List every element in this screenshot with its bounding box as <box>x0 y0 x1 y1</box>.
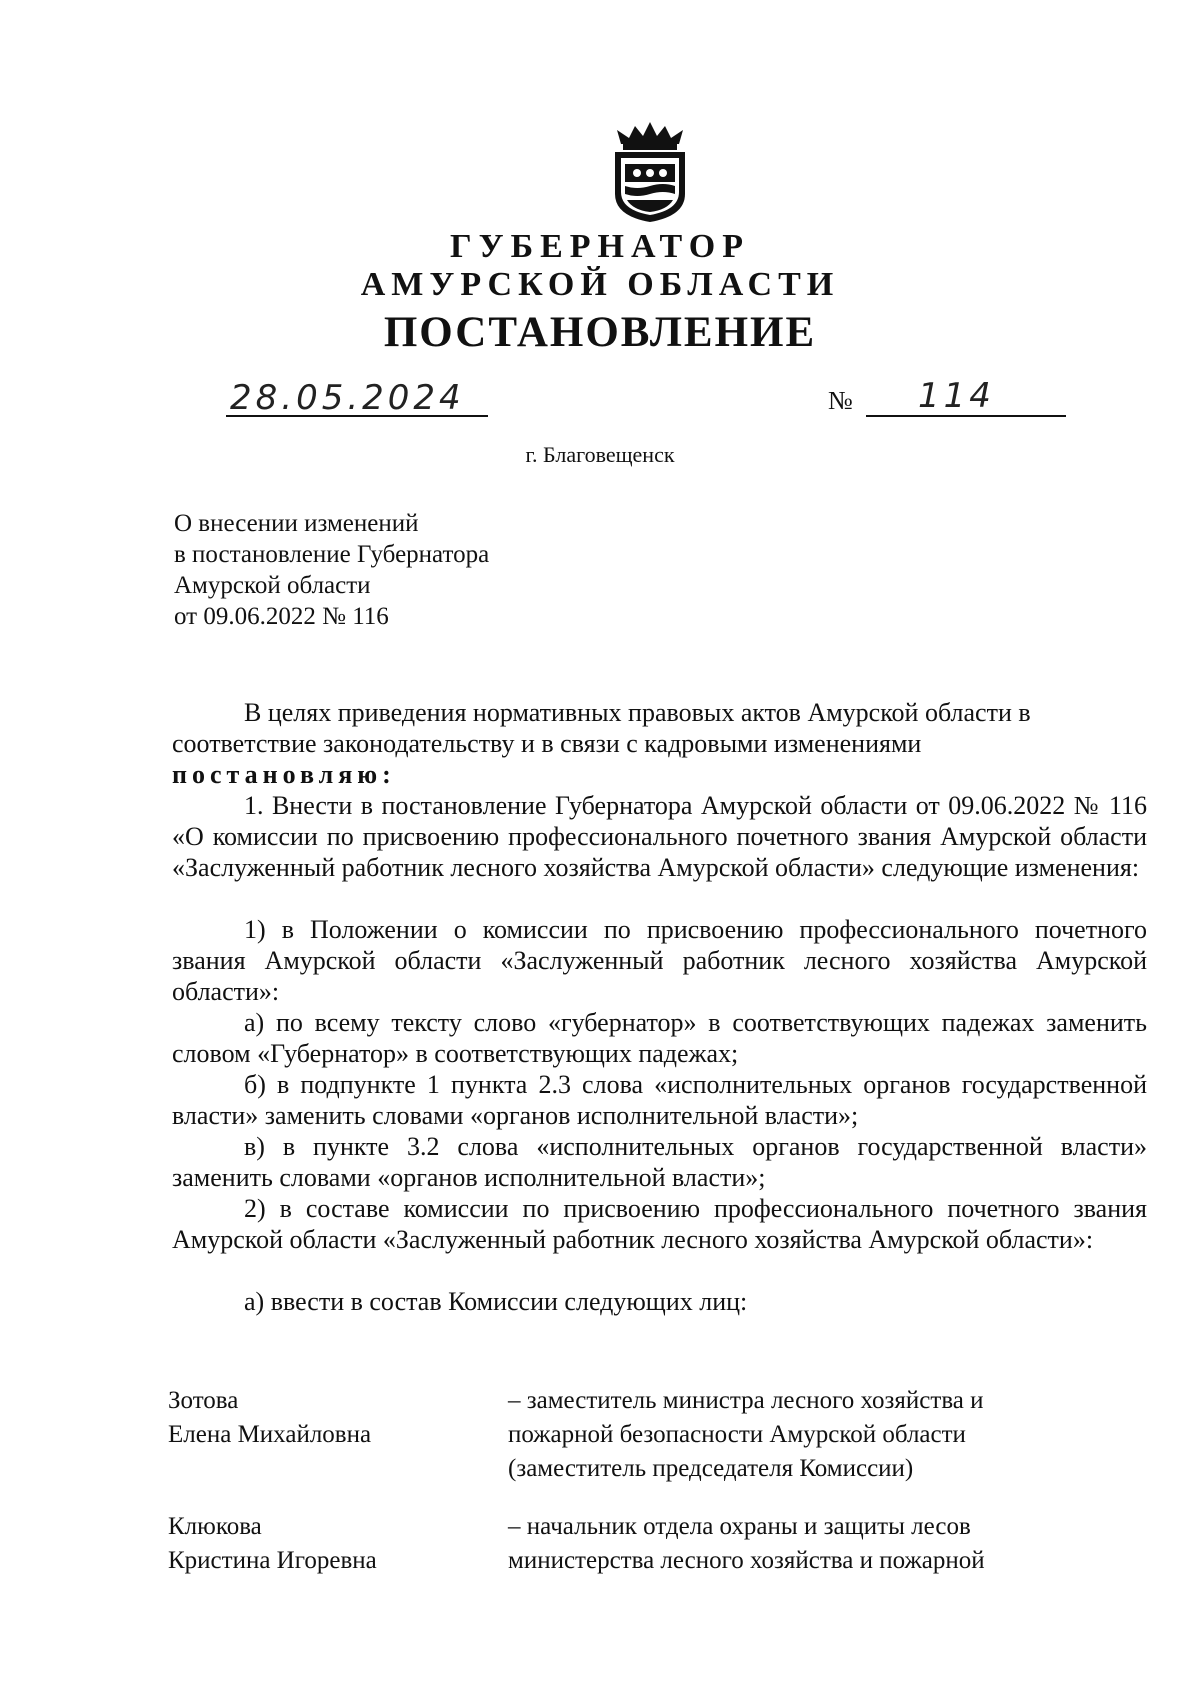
role-line: министерства лесного хозяйства и пожарной <box>508 1547 985 1574</box>
authority-title: ГУБЕРНАТОР <box>450 228 750 265</box>
coat-of-arms-emblem <box>607 120 693 224</box>
subject-line: в постановление Губернатора <box>174 541 490 568</box>
role-line: (заместитель председателя Комиссии) <box>508 1455 914 1482</box>
subparagraph-1: 1) в Положении о комиссии по присвоению профессионального почетного звания Амурской области «Заслуженный работник лесного хозяйства Амурской области»: <box>172 915 1147 1006</box>
date-underline <box>226 415 488 417</box>
subparagraph-2: 2) в составе комиссии по присвоению профессионального почетного звания Амурской области «Заслуженный работник лесного хозяйства Амурской области»: <box>172 1194 1147 1254</box>
paragraph-1: 1. Внести в постановление Губернатора Амурской области от 09.06.2022 № 116 «О комиссии по присвоению профессионального почетного звания Амурской области «Заслуженный работник лесного хозяйства Амурской области» следующие изменения: <box>172 791 1147 882</box>
decree-word: постановляю: <box>172 760 396 789</box>
role-line: – заместитель министра лесного хозяйства и <box>508 1387 984 1414</box>
handwritten-number: 114 <box>918 376 995 416</box>
member-name <box>168 1384 371 1452</box>
authority-region: АМУРСКОЙ ОБЛАСТИ <box>360 266 840 303</box>
handwritten-date: 28.05.2024 <box>230 378 465 418</box>
member-role <box>508 1384 1108 1486</box>
document-type: ПОСТАНОВЛЕНИЕ <box>383 309 817 356</box>
member-given-name: Кристина Игоревна <box>168 1547 377 1574</box>
member-name <box>168 1510 377 1578</box>
role-line: пожарной безопасности Амурской области <box>508 1421 966 1448</box>
number-underline <box>866 415 1066 417</box>
subject-line: от 09.06.2022 № 116 <box>174 603 389 630</box>
member-surname: Зотова <box>168 1387 239 1414</box>
role-line: – начальник отдела охраны и защиты лесов <box>508 1513 971 1540</box>
member-role <box>508 1510 1108 1578</box>
item-a: а) по всему тексту слово «губернатор» в соответствующих падежах заменить словом «Губернатор» в соответствующих падежах; <box>172 1008 1147 1068</box>
preamble-line-2: соответствие законодательству и в связи с кадровыми изменениями <box>172 729 922 758</box>
item-v: в) в пункте 3.2 слова «исполнительных органов государственной власти» заменить словами «органов исполнительной власти»; <box>172 1132 1147 1192</box>
item-a-2: а) ввести в состав Комиссии следующих лиц: <box>244 1287 748 1316</box>
subject-line: Амурской области <box>174 572 371 599</box>
subject-block <box>174 508 489 632</box>
member-surname: Клюкова <box>168 1513 262 1540</box>
city-line: г. Благовещенск <box>525 442 675 467</box>
number-sign: № <box>828 386 853 415</box>
subject-line: О внесении изменений <box>174 510 419 537</box>
preamble-line-1: В целях приведения нормативных правовых актов Амурской области в <box>244 698 1031 727</box>
item-b: б) в подпункте 1 пункта 2.3 слова «исполнительных органов государственной власти» заменить словами «органов исполнительной власти»; <box>172 1070 1147 1130</box>
member-given-name: Елена Михайловна <box>168 1421 372 1448</box>
